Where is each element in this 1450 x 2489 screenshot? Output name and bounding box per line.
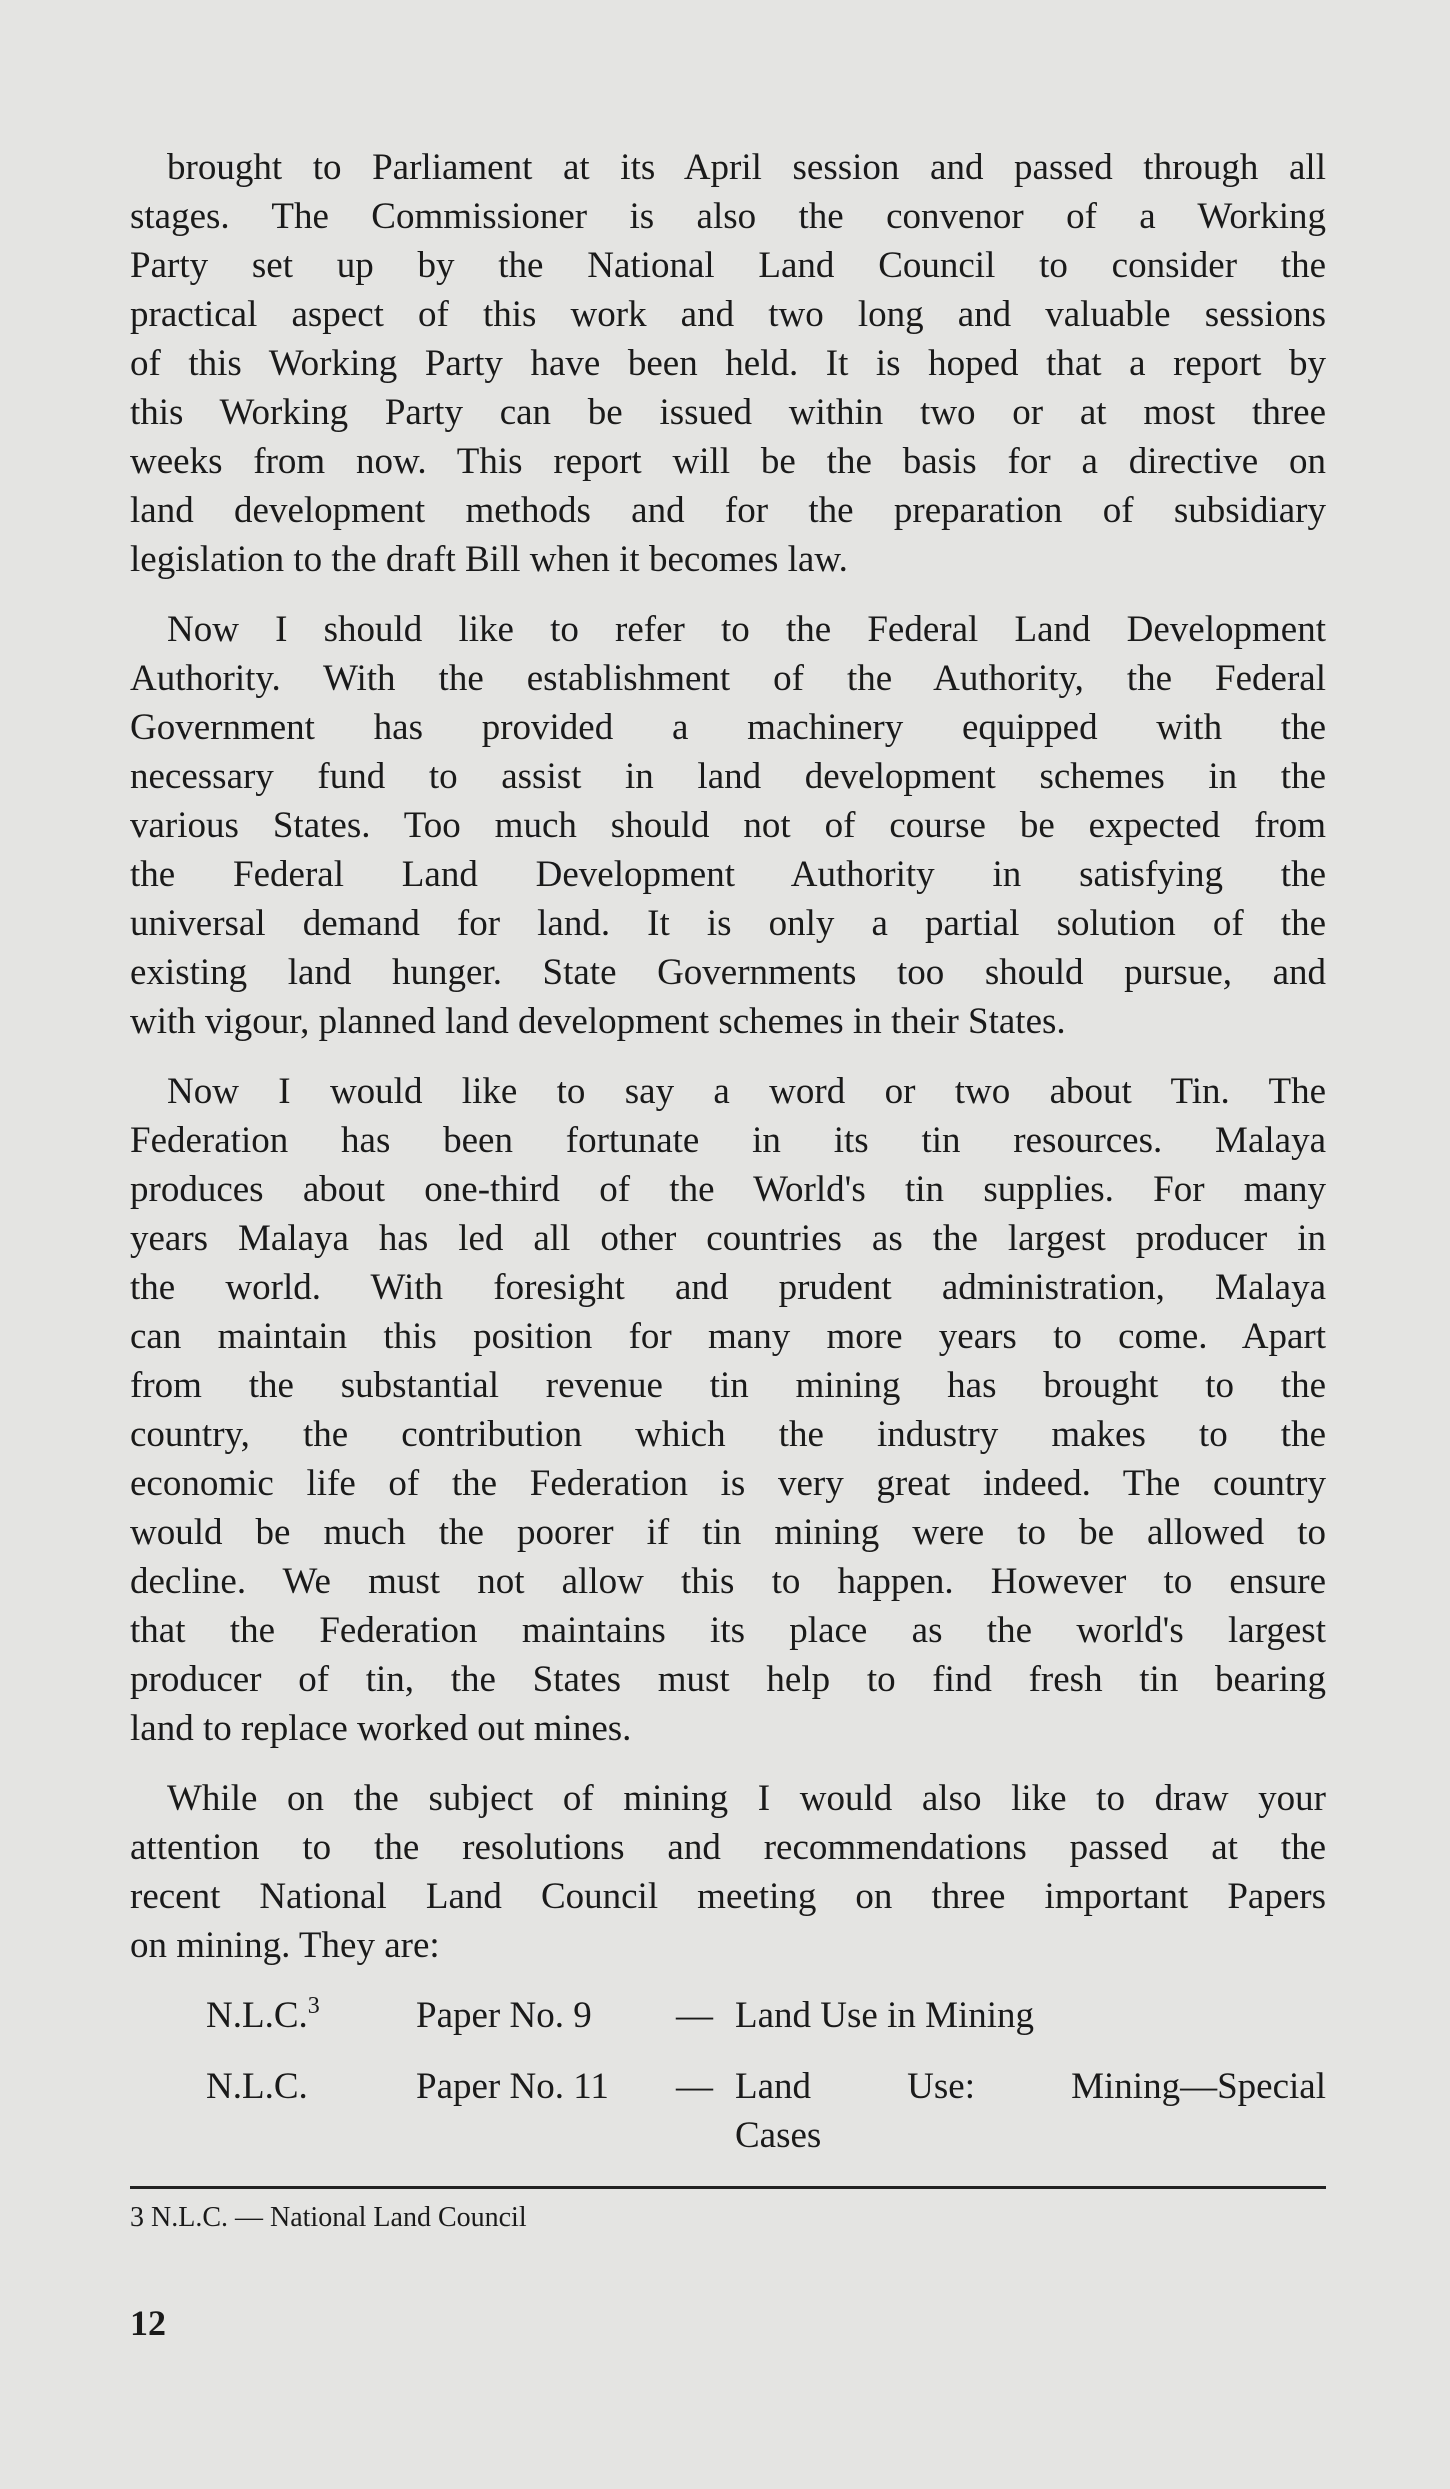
body-text — [130, 143, 1326, 2156]
text-line: legislation to the draft Bill when it becomes law. — [130, 539, 848, 580]
footnote: 3 N.L.C. — National Land Council — [130, 2202, 527, 2233]
text-line: produces about one-third of the World's tin supplies. For many — [130, 1169, 1326, 1210]
paper-dash: — — [676, 2066, 713, 2107]
paper-body — [206, 1991, 320, 2040]
text-line: on mining. They are: — [130, 1925, 440, 1966]
text-line: the Federal Land Development Authority in satisfying the — [130, 854, 1326, 895]
text-line: producer of tin, the States must help to find fresh tin bearing — [130, 1659, 1326, 1700]
paper-title: Land Use: Mining—Special — [735, 2066, 1326, 2107]
text-line: While on the subject of mining I would also like to draw your — [167, 1778, 1326, 1819]
paper-item — [130, 2062, 1326, 2156]
paper-body-label: N.L.C. — [206, 2066, 308, 2107]
paper-dash: — — [676, 1995, 713, 2036]
paragraph — [130, 1067, 1326, 1753]
paragraph — [130, 1774, 1326, 1970]
paragraph — [130, 143, 1326, 584]
text-line: Now I should like to refer to the Federal Land Development — [167, 609, 1326, 650]
text-line: that the Federation maintains its place as the world's largest — [130, 1610, 1326, 1651]
text-line: Authority. With the establishment of the Authority, the Federal — [130, 658, 1326, 699]
text-line: can maintain this position for many more years to come. Apart — [130, 1316, 1326, 1357]
text-line: economic life of the Federation is very great indeed. The country — [130, 1463, 1326, 1504]
text-line: the world. With foresight and prudent administration, Malaya — [130, 1267, 1326, 1308]
text-line: this Working Party can be issued within two or at most three — [130, 392, 1326, 433]
text-line: Now I would like to say a word or two about Tin. The — [167, 1071, 1326, 1112]
footnote-rule — [130, 2186, 1326, 2189]
text-line: country, the contribution which the industry makes to the — [130, 1414, 1326, 1455]
text-line: various States. Too much should not of course be expected from — [130, 805, 1326, 846]
text-line: brought to Parliament at its April session and passed through all — [167, 147, 1326, 188]
text-line: necessary fund to assist in land development schemes in the — [130, 756, 1326, 797]
text-line: existing land hunger. State Governments too should pursue, and — [130, 952, 1326, 993]
page-number: 12 — [130, 2303, 166, 2343]
text-line: Federation has been fortunate in its tin resources. Malaya — [130, 1120, 1326, 1161]
paper-body — [206, 2062, 308, 2111]
paper-number: Paper No. 11 — [416, 2066, 609, 2107]
text-line: would be much the poorer if tin mining were to be allowed to — [130, 1512, 1326, 1553]
footnote-marker: 3 — [307, 1993, 320, 2019]
text-line: universal demand for land. It is only a partial solution of the — [130, 903, 1326, 944]
text-line: weeks from now. This report will be the basis for a directive on — [130, 441, 1326, 482]
paper-title-continued: Cases — [735, 2115, 822, 2156]
text-line: Government has provided a machinery equipped with the — [130, 707, 1326, 748]
text-line: decline. We must not allow this to happen. However to ensure — [130, 1561, 1326, 1602]
paper-body-label: N.L.C. — [206, 1995, 308, 2036]
text-line: with vigour, planned land development schemes in their States. — [130, 1001, 1066, 1042]
text-line: Party set up by the National Land Council to consider the — [130, 245, 1326, 286]
paragraph — [130, 605, 1326, 1046]
paper-number: Paper No. 9 — [416, 1995, 592, 2036]
paper-title: Land Use in Mining — [735, 1995, 1035, 2036]
text-line: years Malaya has led all other countries as the largest producer in — [130, 1218, 1326, 1259]
text-line: practical aspect of this work and two long and valuable sessions — [130, 294, 1326, 335]
text-line: from the substantial revenue tin mining has brought to the — [130, 1365, 1326, 1406]
text-line: attention to the resolutions and recommendations passed at the — [130, 1827, 1326, 1868]
text-line: of this Working Party have been held. It is hoped that a report by — [130, 343, 1326, 384]
text-line: land to replace worked out mines. — [130, 1708, 632, 1749]
text-line: recent National Land Council meeting on three important Papers — [130, 1876, 1326, 1917]
text-line: stages. The Commissioner is also the convenor of a Working — [130, 196, 1326, 237]
papers-list — [130, 1991, 1326, 2156]
paper-item — [130, 1991, 1326, 2040]
text-line: land development methods and for the preparation of subsidiary — [130, 490, 1326, 531]
